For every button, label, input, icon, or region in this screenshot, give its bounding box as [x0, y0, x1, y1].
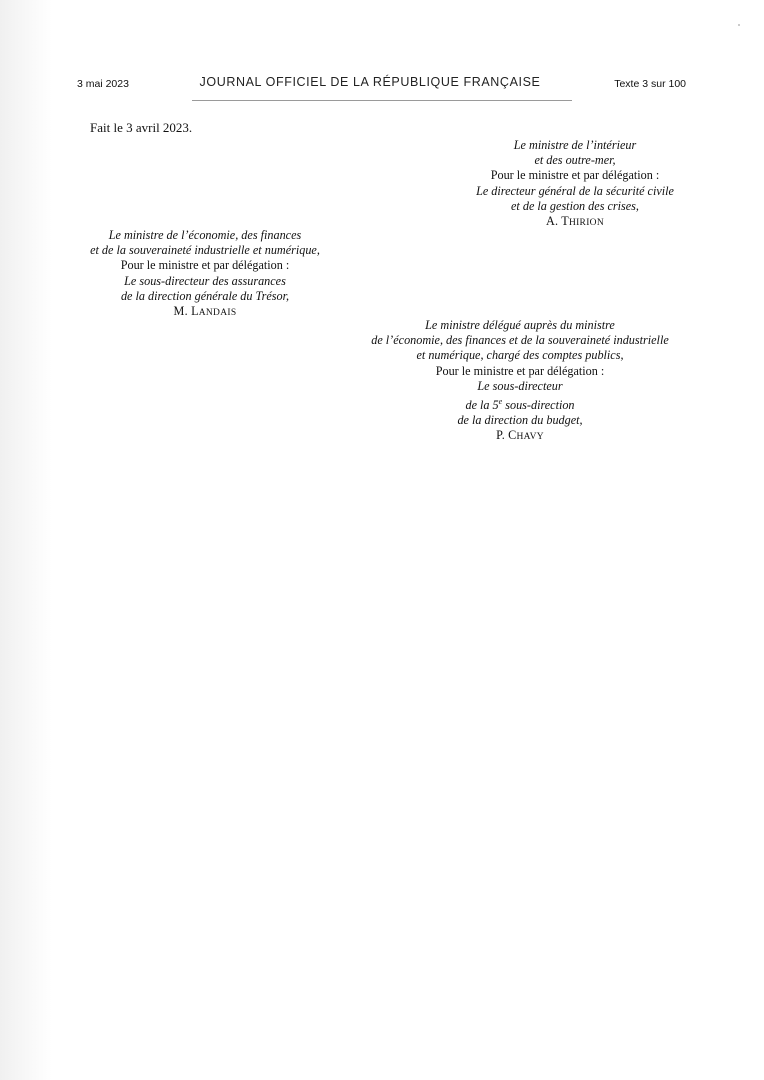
journal-title: JOURNAL OFFICIEL DE LA RÉPUBLIQUE FRANÇAISE — [199, 75, 541, 89]
signature-line: et de la gestion des crises, — [511, 198, 639, 213]
signature-line: Pour le ministre et par délégation : — [120, 258, 290, 273]
signatory-name-initial: P. C — [496, 428, 517, 443]
signature-date: Fait le 3 avril 2023. — [90, 120, 193, 135]
signatory-name-rest: ANDAIS — [198, 308, 237, 319]
signature-line: Pour le ministre et par délégation : — [490, 168, 660, 183]
signatory-name-initial: M. L — [173, 304, 199, 319]
signature-line: Pour le ministre et par délégation : — [435, 363, 605, 378]
superscript: e — [498, 397, 503, 407]
signatory-name — [60, 304, 350, 321]
signature-block-interieur — [455, 138, 695, 231]
signature-block-economie — [60, 228, 350, 321]
signature-line — [345, 394, 695, 413]
scan-edge-shading — [0, 0, 52, 1080]
text-counter: Texte 3 sur 100 — [614, 78, 686, 90]
signatory-name-rest: HIRION — [568, 218, 604, 229]
signature-line: Le directeur général de la sécurité civile — [476, 183, 674, 198]
page-header — [0, 0, 764, 110]
signature-line: de la direction générale du Trésor, — [120, 288, 290, 303]
signature-block-comptes-publics — [345, 318, 695, 446]
signature-line: et des outre-mer, — [534, 153, 616, 168]
signature-line: Le ministre de l’économie, des finances — [108, 228, 302, 242]
signatory-name-rest: HAVY — [516, 432, 544, 443]
header-rule — [192, 100, 572, 101]
signature-line: Le ministre de l’intérieur — [513, 138, 637, 152]
signature-line: Le sous-directeur — [477, 378, 563, 393]
signature-line: Le sous-directeur des assurances — [124, 273, 286, 288]
header-date: 3 mai 2023 — [77, 78, 129, 90]
signatory-name-initial: A. T — [546, 214, 569, 229]
signature-line: de l’économie, des finances et de la souveraineté industrielle — [371, 333, 669, 348]
signature-line: Le ministre délégué auprès du ministre — [425, 318, 615, 332]
signatory-name — [345, 428, 695, 445]
signature-line-part: de la 5 — [465, 398, 499, 413]
signature-line: et numérique, chargé des comptes publics, — [416, 348, 624, 363]
signatory-name — [455, 214, 695, 231]
signature-line: de la direction du budget, — [457, 413, 583, 428]
signature-line-part: sous-direction — [502, 398, 575, 413]
signature-line: et de la souveraineté industrielle et numérique, — [90, 243, 320, 258]
